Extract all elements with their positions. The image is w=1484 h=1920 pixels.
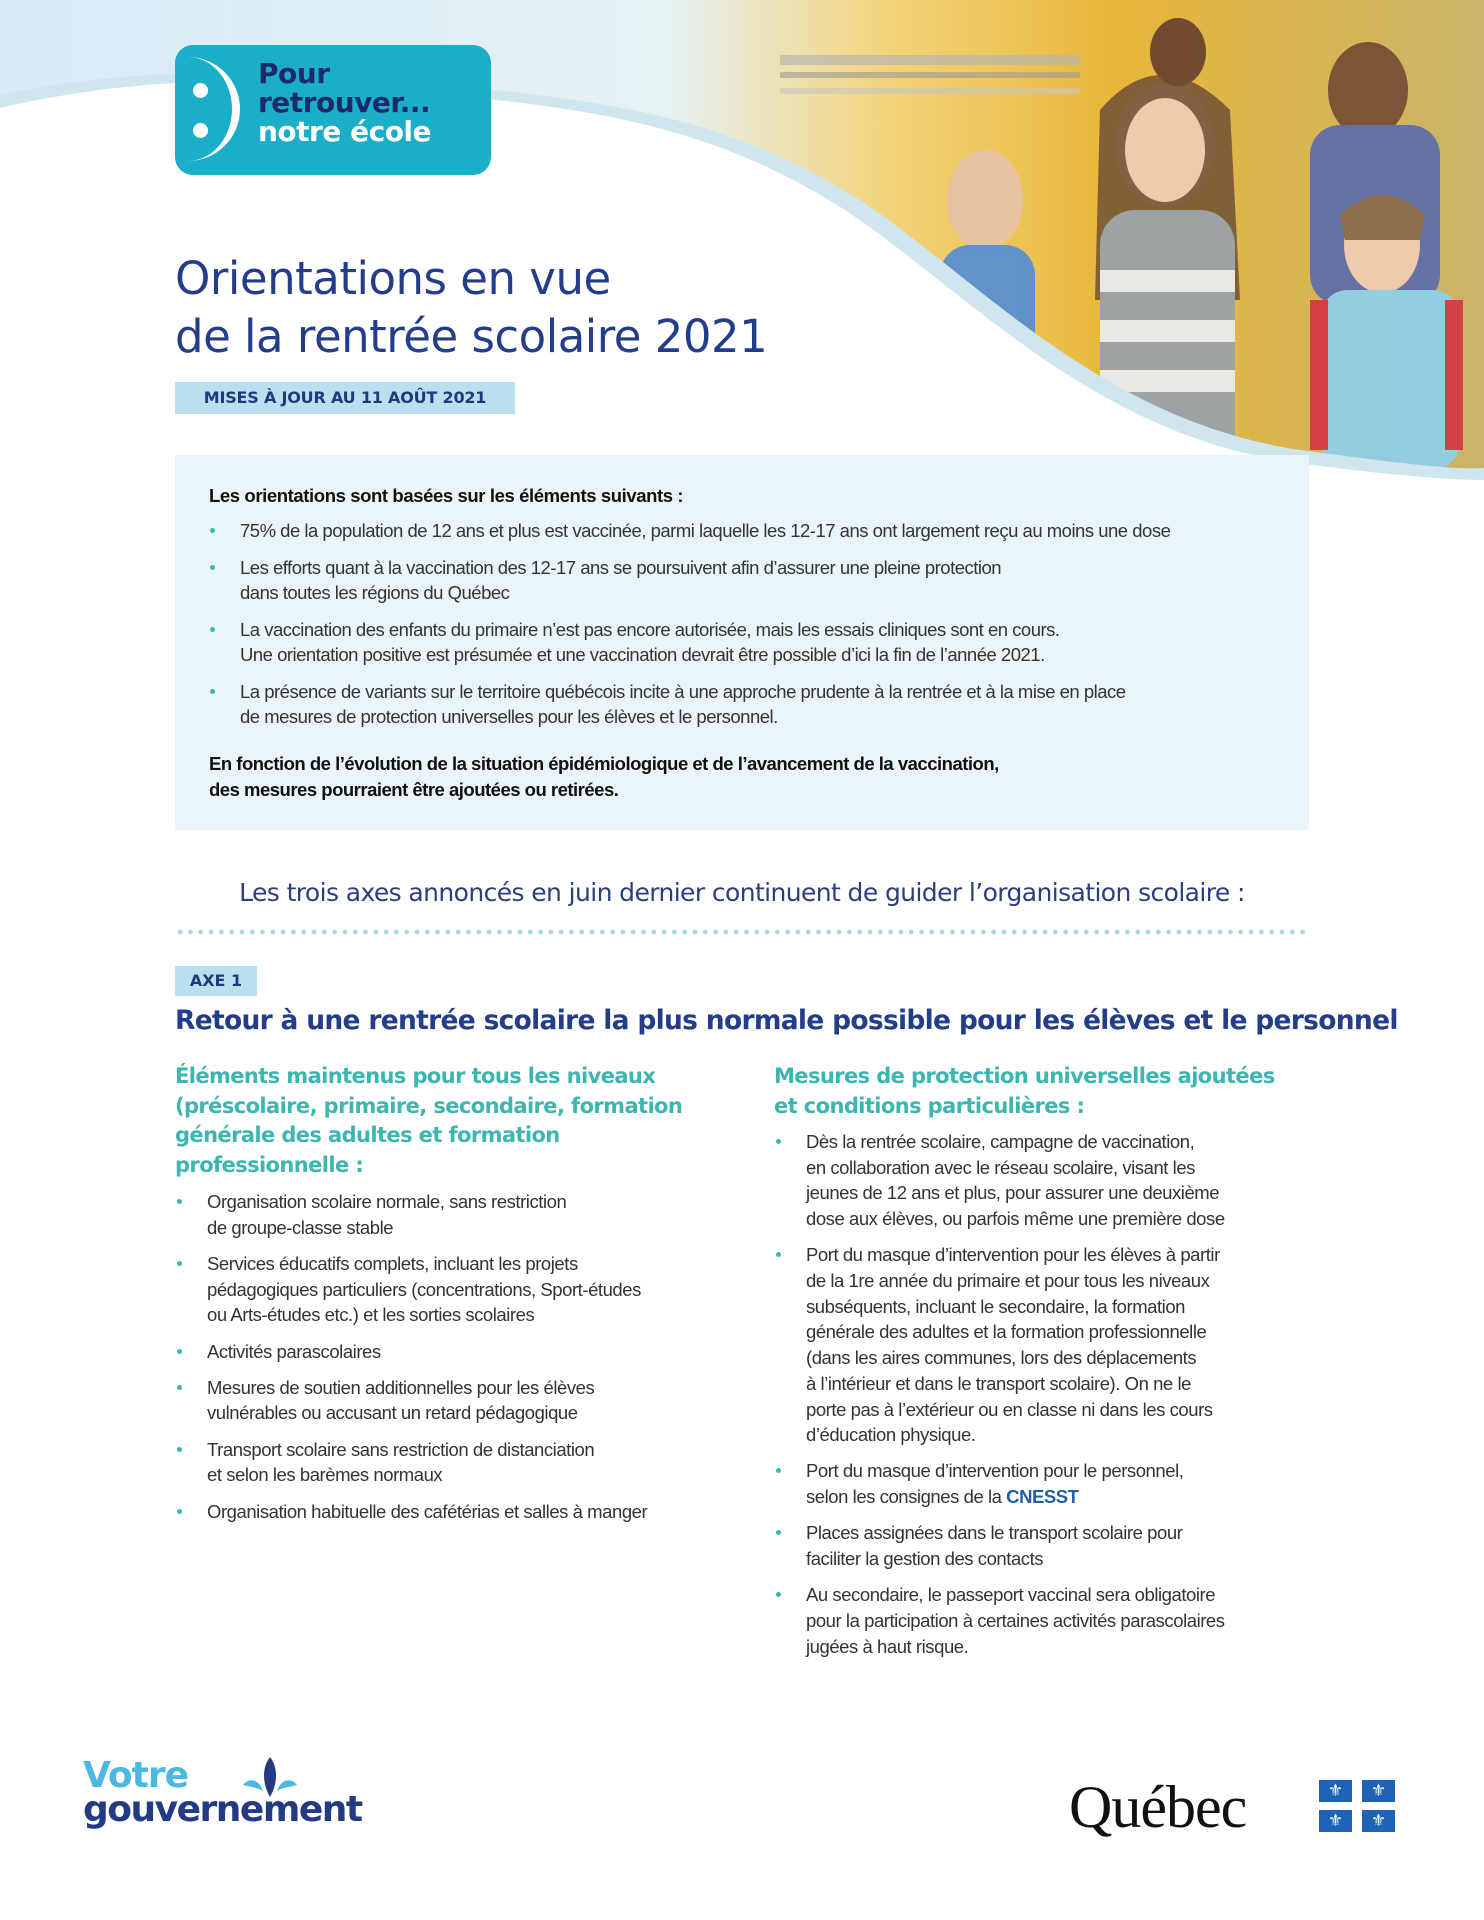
quebec-flag-icon (1319, 1780, 1397, 1834)
votre-gouvernement-logo (83, 1755, 373, 1845)
list-item (209, 617, 1289, 668)
bullet-icon (177, 1509, 182, 1514)
bullet-icon (210, 627, 215, 632)
right-column-heading (774, 1062, 1314, 1121)
bullet-icon (776, 1468, 781, 1473)
bullet-icon (177, 1261, 182, 1266)
list-item-text: faciliter la gestion des contacts (806, 1548, 1044, 1570)
bullet-icon (776, 1252, 781, 1257)
list-item-text: Dès la rentrée scolaire, campagne de vaccination, (806, 1131, 1195, 1152)
fleur-de-lis-icon: ⚜ (1362, 1810, 1395, 1832)
list-item-text: pour la participation à certaines activités parascolaires (806, 1609, 1225, 1631)
right-column-list (774, 1129, 1314, 1659)
info-note-line-2: des mesures pourraient être ajoutées ou retirées. (209, 779, 619, 800)
gouvernement-text: gouvernement (83, 1789, 362, 1830)
maintained-elements-column (175, 1062, 735, 1535)
list-item-text: porte pas à l’extérieur ou en classe ni dans les cours (806, 1398, 1213, 1420)
list-item-text: jeunes de 12 ans et plus, pour assurer une deuxième (806, 1182, 1220, 1204)
list-item (774, 1458, 1314, 1509)
axe-1-badge: AXE 1 (175, 966, 257, 996)
list-item-text (806, 1484, 1314, 1510)
bullet-icon (776, 1592, 781, 1597)
logo-line-1: Pour (258, 57, 330, 90)
logo-line-2: retrouver... (258, 86, 431, 119)
bullet-icon (776, 1530, 781, 1535)
list-item (175, 1251, 735, 1328)
left-heading-line: Éléments maintenus pour tous les niveaux (175, 1064, 656, 1088)
quebec-logo (1069, 1772, 1399, 1844)
bullet-icon (177, 1385, 182, 1390)
list-item-text: et selon les barèmes normaux (207, 1464, 443, 1486)
info-list (209, 518, 1289, 741)
list-item-text: Organisation habituelle des cafétérias et salles à manger (207, 1500, 648, 1522)
logo-text (258, 59, 431, 146)
list-item-text: Activités parascolaires (207, 1340, 381, 1362)
bullet-icon (177, 1447, 182, 1452)
list-item-text: en collaboration avec le réseau scolaire, visant les (806, 1156, 1195, 1178)
list-item-text: Port du masque d’intervention pour les élèves à partir (806, 1244, 1220, 1266)
list-item-text: vulnérables ou accusant un retard pédagogique (207, 1402, 578, 1424)
right-heading-line: et conditions particulières : (774, 1093, 1085, 1118)
protection-measures-column (774, 1062, 1314, 1670)
list-item-text: La vaccination des enfants du primaire n’est pas encore autorisée, mais les essais cliniques sont en cours. (240, 618, 1060, 640)
list-item-text: Transport scolaire sans restriction de distanciation (207, 1438, 595, 1460)
page-title (175, 250, 767, 366)
left-heading-line: générale des adultes et formation professionnelle : (175, 1123, 560, 1177)
logo-line-3: notre école (258, 115, 432, 148)
bullet-icon (210, 528, 215, 533)
list-item-text: pédagogiques particuliers (concentrations, Sport-études (207, 1278, 641, 1300)
fleur-de-lis-icon: ⚜ (1319, 1780, 1352, 1802)
info-note-line-1: En fonction de l’évolution de la situation épidémiologique et de l’avancement de la vaccination, (209, 753, 999, 774)
left-column-list (175, 1189, 735, 1524)
list-item-text: (dans les aires communes, lors des déplacements (806, 1347, 1197, 1369)
list-item-text: jugées à haut risque. (806, 1635, 969, 1657)
axes-intro: Les trois axes annoncés en juin dernier continuent de guider l’organisation scolaire : (239, 878, 1245, 907)
list-item-text: La présence de variants sur le territoire québécois incite à une approche prudente à la rentrée et à la mise en place (240, 680, 1126, 702)
list-item-text-prefix: selon les consignes de la (806, 1486, 1007, 1508)
right-heading-line: Mesures de protection universelles ajoutées (774, 1064, 1275, 1088)
axe-1-heading: Retour à une rentrée scolaire la plus normale possible pour les élèves et le personnel (175, 1005, 1398, 1036)
list-item-text: d’éducation physique. (806, 1424, 976, 1446)
list-item (774, 1129, 1314, 1232)
orientations-basis-box (175, 455, 1309, 830)
votre-text: Votre (83, 1755, 189, 1796)
list-item-text: dans toutes les régions du Québec (240, 582, 510, 603)
list-item-text: de groupe-classe stable (207, 1216, 394, 1238)
left-column-heading (175, 1062, 735, 1180)
bullet-icon (210, 689, 215, 694)
list-item-text: de mesures de protection universelles pour les élèves et le personnel. (240, 706, 778, 727)
update-date-badge: MISES À JOUR AU 11 AOÛT 2021 (175, 382, 515, 414)
bullet-icon (776, 1139, 781, 1144)
bullet-icon (210, 565, 215, 570)
list-item-text: Mesures de soutien additionnelles pour les élèves (207, 1376, 595, 1398)
list-item-text: Une orientation positive est présumée et une vaccination devrait être possible d’ici la fin de l’année 2021. (240, 644, 1045, 665)
fleur-de-lis-icon: ⚜ (1362, 1780, 1395, 1802)
quebec-wordmark: Québec (1069, 1774, 1247, 1840)
bullet-icon (177, 1199, 182, 1204)
pour-retrouver-notre-ecole-logo (175, 45, 491, 175)
list-item-text: Organisation scolaire normale, sans restriction (207, 1191, 567, 1212)
info-note (209, 751, 999, 803)
list-item-text: de la 1re année du primaire et pour tous les niveaux (806, 1270, 1210, 1292)
list-item-text: Services éducatifs complets, incluant les projets (207, 1252, 578, 1274)
title-line-1: Orientations en vue (175, 252, 611, 305)
list-item (774, 1242, 1314, 1448)
list-item (175, 1189, 735, 1240)
list-item (209, 518, 1289, 544)
list-item (209, 679, 1289, 730)
list-item-text: à l’intérieur et dans le transport scolaire). On ne le (806, 1372, 1191, 1394)
smiley-mouth-icon (184, 57, 240, 161)
dotted-divider (175, 929, 1309, 935)
fleur-de-lis-icon: ⚜ (1319, 1810, 1352, 1832)
list-item-text: générale des adultes et la formation professionnelle (806, 1321, 1207, 1343)
list-item (774, 1520, 1314, 1571)
list-item-text: Places assignées dans le transport scolaire pour (806, 1522, 1183, 1544)
title-line-2: de la rentrée scolaire 2021 (175, 310, 768, 363)
list-item (209, 555, 1289, 606)
list-item (175, 1375, 735, 1426)
list-item-text: 75% de la population de 12 ans et plus est vaccinée, parmi laquelle les 12-17 ans ont largement reçu au moins une dose (240, 520, 1171, 541)
list-item-text: Les efforts quant à la vaccination des 12-17 ans se poursuivent afin d’assurer une pleine protection (240, 556, 1002, 578)
left-heading-line: (préscolaire, primaire, secondaire, formation (175, 1093, 683, 1118)
list-item-text: Port du masque d’intervention pour le personnel, (806, 1460, 1184, 1482)
list-item-text: Au secondaire, le passeport vaccinal sera obligatoire (806, 1584, 1216, 1606)
list-item-text: dose aux élèves, ou parfois même une première dose (806, 1208, 1225, 1230)
cnesst-link[interactable]: CNESST (1006, 1486, 1079, 1508)
list-item (175, 1339, 735, 1365)
list-item-text: subséquents, incluant le secondaire, la formation (806, 1295, 1186, 1317)
list-item (175, 1437, 735, 1488)
info-heading: Les orientations sont basées sur les éléments suivants : (209, 485, 684, 506)
bullet-icon (177, 1349, 182, 1354)
list-item-text: ou Arts-études etc.) et les sorties scolaires (207, 1304, 535, 1326)
list-item (774, 1582, 1314, 1659)
list-item (175, 1499, 735, 1525)
